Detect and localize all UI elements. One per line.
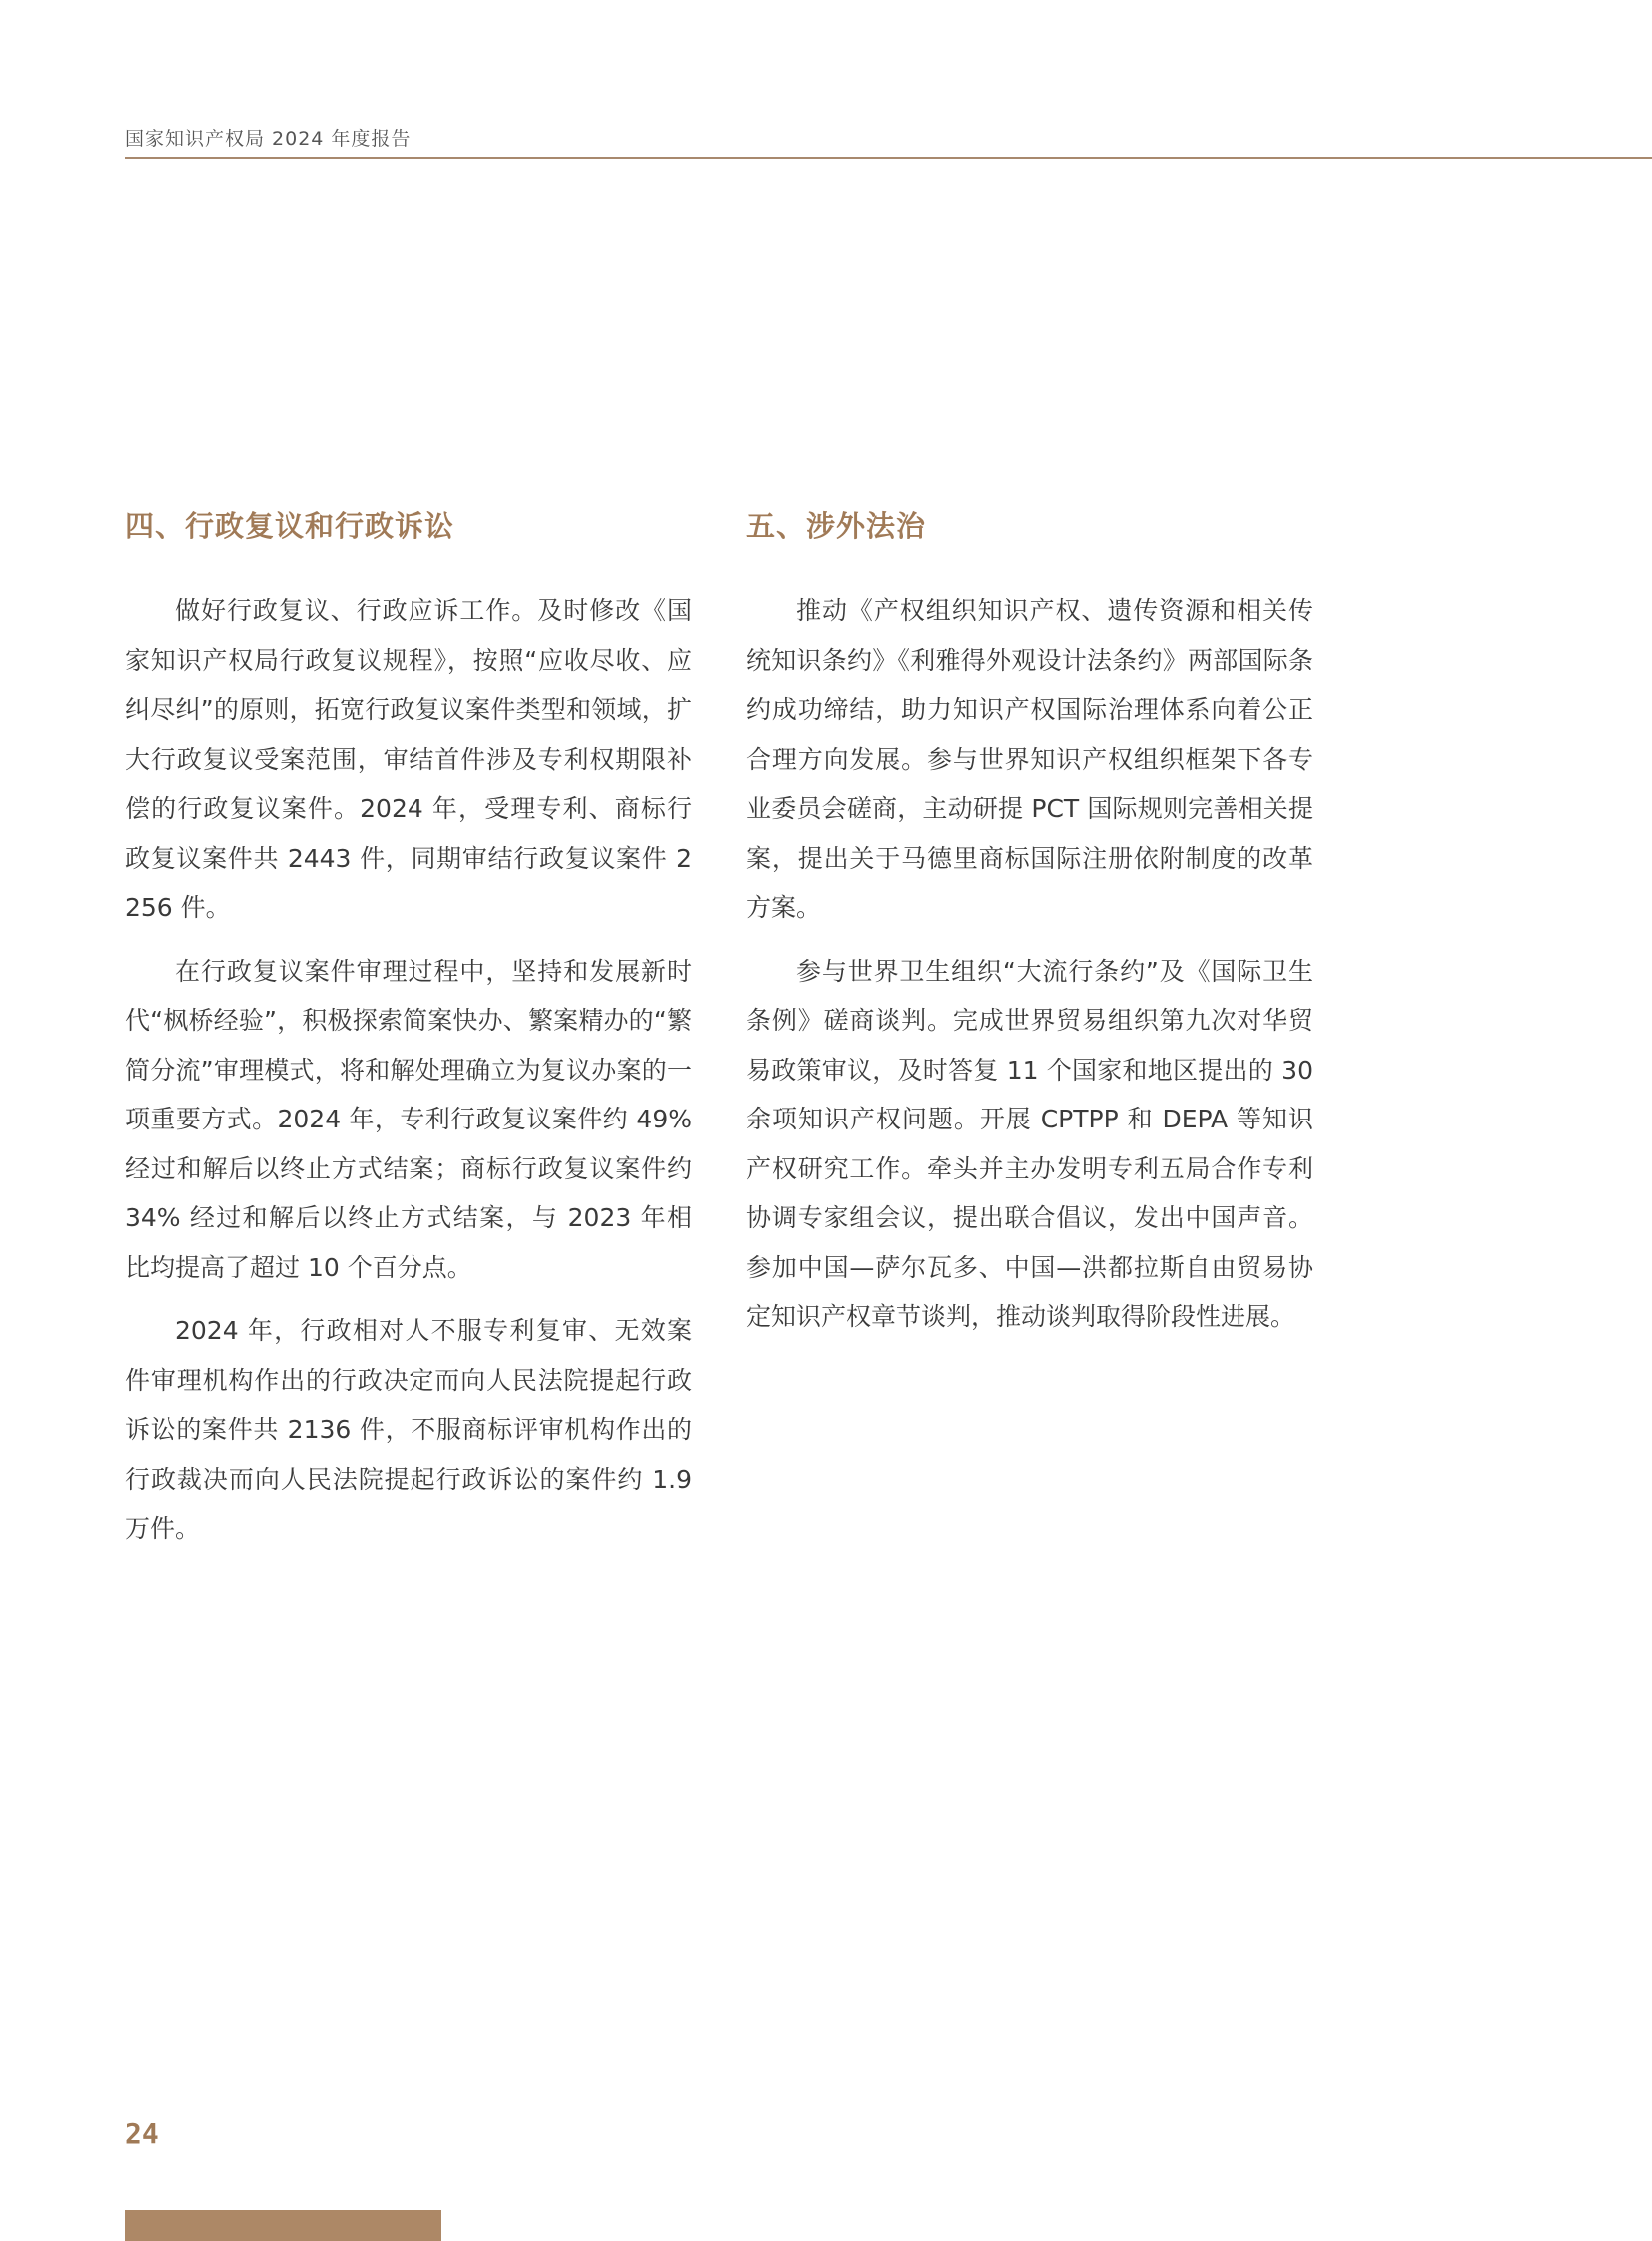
- footer-accent-bar: [125, 2210, 441, 2241]
- section-administrative-review: [125, 502, 692, 1568]
- section-title: 五、涉外法治: [746, 509, 927, 543]
- header-rule: [125, 157, 1652, 159]
- page-number: 24: [125, 2117, 159, 2150]
- paragraph: 2024 年，行政相对人不服专利复审、无效案件审理机构作出的行政决定而向人民法院提起行政诉讼的案件共 2136 件，不服商标评审机构作出的行政裁决而向人民法院提起行政诉讼的案件约 1.9 万件。: [125, 1316, 692, 1543]
- paragraph: 在行政复议案件审理过程中，坚持和发展新时代“枫桥经验”，积极探索简案快办、繁案精办的“繁简分流”审理模式，将和解处理确立为复议办案的一项重要方式。2024 年，专利行政复议案件约 49% 经过和解后以终止方式结案；商标行政复议案件约 34% 经过和解后以终止方式结案，与 2023 年相比均提高了超过 10 个百分点。: [125, 956, 692, 1282]
- section-title: 四、行政复议和行政诉讼: [125, 509, 455, 543]
- paragraph: 做好行政复议、行政应诉工作。及时修改《国家知识产权局行政复议规程》，按照“应收尽收、应纠尽纠”的原则，拓宽行政复议案件类型和领域，扩大行政复议受案范围，审结首件涉及专利权期限补偿的行政复议案件。2024 年，受理专利、商标行政复议案件共 2443 件，同期审结行政复议案件 2256 件。: [125, 596, 692, 922]
- running-header: 国家知识产权局 2024 年度报告: [125, 128, 412, 150]
- paragraph: 参与世界卫生组织“大流行条约”及《国际卫生条例》磋商谈判。完成世界贸易组织第九次对华贸易政策审议，及时答复 11 个国家和地区提出的 30 余项知识产权问题。开展 CPTPP 和 DEPA 等知识产权研究工作。牵头并主办发明专利五局合作专利协调专家组会议，提出联合倡议，发出中国声音。参加中国—萨尔瓦多、中国—洪都拉斯自由贸易协定知识产权章节谈判，推动谈判取得阶段性进展。: [746, 956, 1313, 1331]
- paragraph: 推动《产权组织知识产权、遗传资源和相关传统知识条约》《利雅得外观设计法条约》两部国际条约成功缔结，助力知识产权国际治理体系向着公正合理方向发展。参与世界知识产权组织框架下各专业委员会磋商，主动研提 PCT 国际规则完善相关提案，提出关于马德里商标国际注册依附制度的改革方案。: [746, 596, 1313, 922]
- section-foreign-related-rule-of-law: [746, 502, 1313, 1356]
